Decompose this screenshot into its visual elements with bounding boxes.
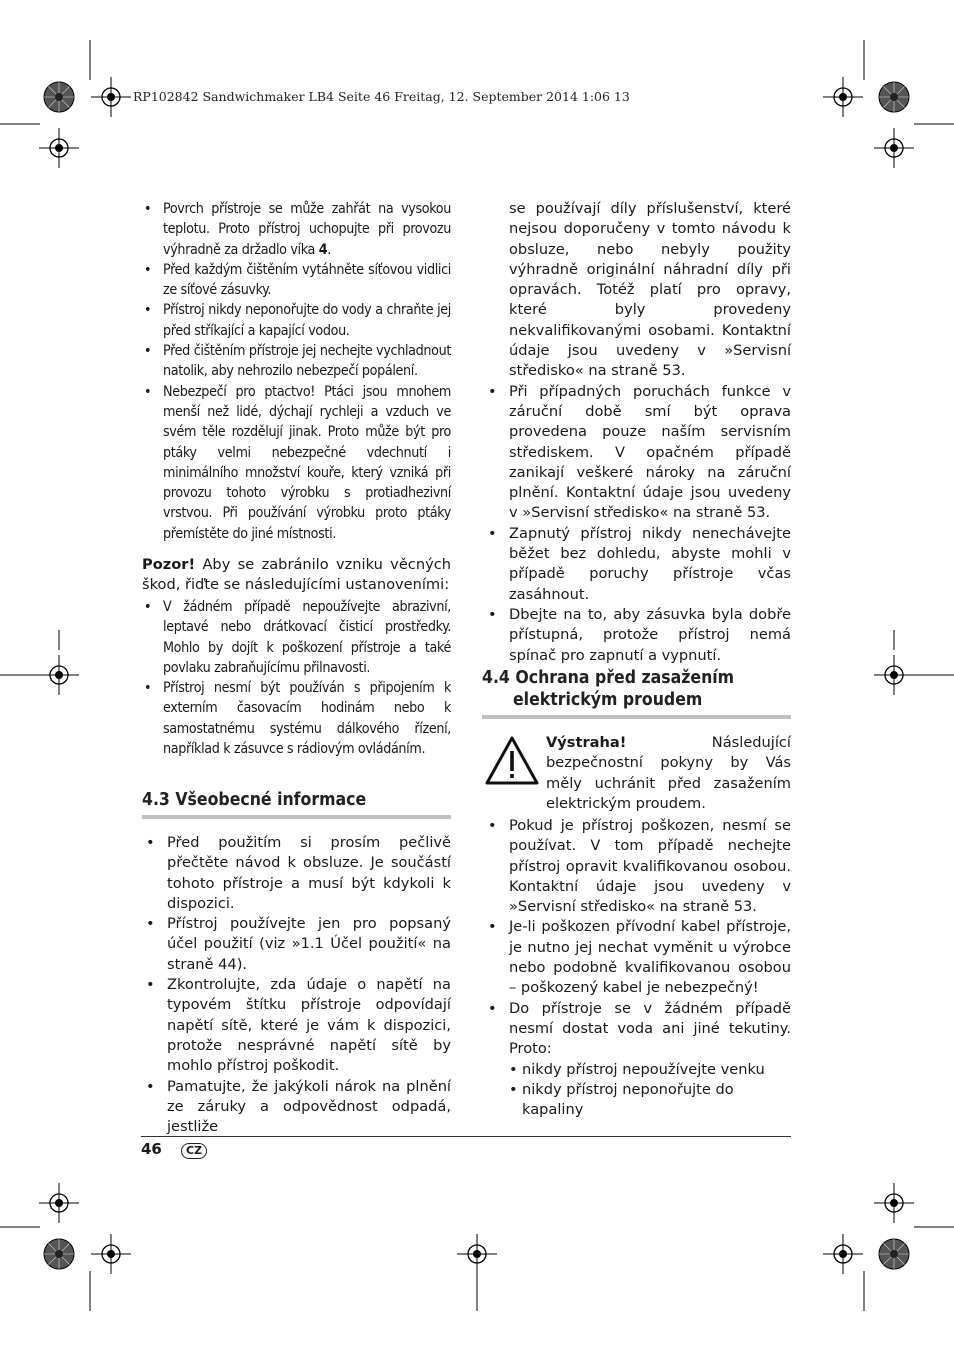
page-number: 46 — [141, 1140, 162, 1158]
warning-triangle-icon — [484, 735, 540, 787]
list-item: • Pokud je přístroj poškozen, nesmí se používat. V tom případě nechejte přístroj opravit kvalifikovanou osobou. Kontaktní údaje jsou uvedeny v »Servisní středisko« na straně 53. — [484, 816, 791, 917]
list-item: • Přístroj nesmí být používán s připojením k externím časovacím hodinám nebo k samostatnému systému dálkového řízení, například k zásuvce s rádiovým ovládáním. — [142, 678, 451, 759]
sub-list-item: • nikdy přístroj nepoužívejte venku — [509, 1060, 791, 1080]
right-column-bottom — [484, 816, 791, 1120]
language-badge: CZ — [181, 1143, 207, 1159]
print-slug-header: RP102842 Sandwichmaker LB4 Seite 46 Freitag, 12. September 2014 1:06 13 — [133, 89, 630, 104]
left-column-bottom — [142, 833, 451, 1137]
right-column-top — [484, 199, 791, 666]
list-item: • Do přístroje se v žádném případě nesmí dostat voda ani jiné tekutiny. Proto: — [484, 999, 791, 1060]
list-item: • Je-li poškozen přívodní kabel přístroje, je nutno jej nechat vyměnit u výrobce nebo podobně kvalifikovanou osobou – poškozený kabel je nebezpečný! — [484, 917, 791, 998]
continued-paragraph: se používají díly příslušenství, které nejsou doporučeny v tomto návodu k obsluze, nebo nebyly použity výhradně originální náhradní díly při opravách. Totéž platí pro opravy, které byly provedeny nekvalifikovanými osobami. Kontaktní údaje jsou uvedeny v »Servisní středisko« na straně 53. — [509, 200, 791, 380]
list-item: • Přístroj nikdy neponořujte do vody a chraňte jej před stříkající a kapající vodou. — [142, 300, 451, 341]
left-column-mid — [142, 597, 451, 759]
list-item: • Nebezpečí pro ptactvo! Ptáci jsou mnohem menší než lidé, dýchají rychleji a vzduch ve svém těle rozdělují jinak. Proto může být pro ptáky velmi nebezpečné vdechnutí i minimálního množství kouře, který vzniká při provozu tohoto výrobku s protiadhezivní vrstvou. Při používání výrobku proto ptáky přemístěte do jiné místnosti. — [142, 382, 451, 544]
list-item: • Pamatujte, že jakýkoli nárok na plnění ze záruky a odpovědnost odpadá, jestliže — [142, 1077, 451, 1138]
list-item: • Před čištěním přístroje jej nechejte vychladnout natolik, aby nehrozilo nebezpečí popálení. — [142, 341, 451, 382]
list-item: • Před každým čištěním vytáhněte síťovou vidlici ze síťové zásuvky. — [142, 260, 451, 301]
sub-list-item: • nikdy přístroj neponořujte do kapaliny — [509, 1080, 791, 1121]
list-item: • V žádném případě nepoužívejte abrazivní, leptavé nebo drátkovací čisticí prostředky. Mohlo by dojít k poškození přístroje a také povlaku zabraňujícímu přilnavosti. — [142, 597, 451, 678]
pozor-note: Pozor! Aby se zabránilo vzniku věcných škod, řiďte se následujícími ustanoveními: — [142, 556, 451, 594]
warning-note: Výstraha! Následující bezpečnostní pokyny by Vás měly uchránit před zasažením elektrickým proudem. — [546, 734, 791, 812]
section-heading-4-4: 4.4 Ochrana před zasažením elektrickým proudem — [482, 668, 735, 710]
list-item: • Před použitím si prosím pečlivě přečtěte návod k obsluze. Je součástí tohoto přístroje a musí být kdykoli k dispozici. — [142, 833, 451, 914]
list-item: • Přístroj používejte jen pro popsaný účel použití (viz »1.1 Účel použití« na straně 44). — [142, 914, 451, 975]
list-item: • Povrch přístroje se může zahřát na vysokou teplotu. Proto přístroj uchopujte při provozu výhradně za držadlo víka 4. — [142, 199, 451, 260]
left-column-top — [142, 199, 451, 544]
footer-rule — [141, 1136, 791, 1137]
list-item: • Při případných poruchách funkce v záruční době smí být oprava provedena pouze naším servisním střediskem. V opačném případě zanikají veškeré nároky na záruční plnění. Kontaktní údaje jsou uvedeny v »Servisní středisko« na straně 53. — [484, 382, 791, 524]
heading-underline — [142, 815, 451, 819]
warning-label: Výstraha! — [546, 734, 627, 751]
heading-underline — [482, 715, 791, 719]
list-item: • Dbejte na to, aby zásuvka byla dobře přístupná, protože přístroj nemá spínač pro zapnutí a vypnutí. — [484, 605, 791, 666]
sub-list — [484, 1060, 791, 1121]
list-item: • Zapnutý přístroj nikdy nenechávejte běžet bez dohledu, abyste mohli v případě poruchy přístroje včas zasáhnout. — [484, 524, 791, 605]
list-item: • Zkontrolujte, zda údaje o napětí na typovém štítku přístroje odpovídají napětí sítě, které je vám k dispozici, protože nesprávné napětí sítě by mohlo přístroj poškodit. — [142, 975, 451, 1076]
pozor-label: Pozor! — [142, 556, 196, 573]
section-heading-4-3: 4.3 Všeobecné informace — [142, 790, 367, 810]
